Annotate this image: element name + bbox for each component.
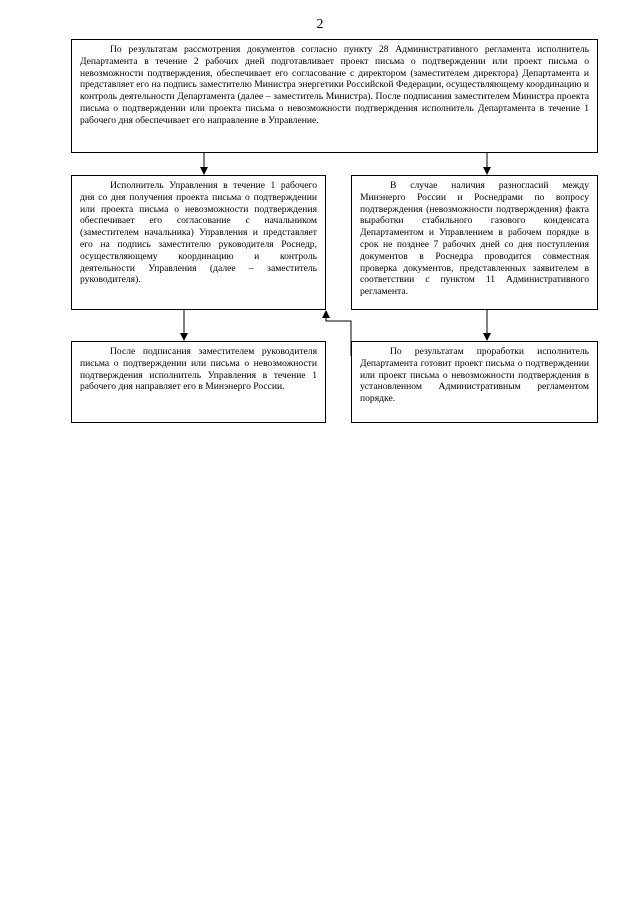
page-number: 2 bbox=[316, 17, 324, 32]
step-box-department-prepares-letter: По результатам проработки исполнитель Департамента готовит проект письма о подтверждении или проект письма о невозможности подтверждения в установленном Административным регламентом порядке. bbox=[351, 341, 598, 423]
step-box-directorate-approval: Исполнитель Управления в течение 1 рабочего дня со дня получения проекта письма о подтверждении или проекта письма о невозможности подтверждения обеспечивает его согласование с начальником (заместителем начальника) Управления и представляет его на подпись заместителю руководителя Роснедр, осуществляющему координацию и контроль деятельности Управления (далее – заместитель руководителя). bbox=[71, 175, 326, 310]
arrow-bottom-right-back-to-left bbox=[326, 311, 351, 356]
step-box-department-review: По результатам рассмотрения документов согласно пункту 28 Административного регламента исполнитель Департамента в течение 2 рабочих дней подготавливает проект письма о подтверждении или проект письма о невозможности подтверждения, обеспечивает его согласование с директором (заместителем директора) Департамента и представляет его на подпись заместителю Министра энергетики Российской Федерации, осуществляющему координацию и контроль деятельности Департамента (далее – заместитель Министра). После подписания заместителем Министра проекта письма о подтверждении или проекта письма о невозможности подтверждения исполнитель Департамента в течение 1 рабочего дня обеспечивает его направление в Управление. bbox=[71, 39, 598, 153]
step-box-send-to-ministry: После подписания заместителем руководителя письма о подтверждении или письма о невозможности подтверждения исполнитель Управления в течение 1 рабочего дня направляет его в Минэнерго России. bbox=[71, 341, 326, 423]
step-box-disagreement-check: В случае наличия разногласий между Минэнерго России и Роснедрами по вопросу подтверждения (невозможности подтверждения) факта выработки стабильного газового конденсата Департаментом и Управлением в рабочем порядке в срок не позднее 7 рабочих дней со дня поступления документов в Роснедра проводится совместная проверка документов, представленных заявителем в соответствии с пунктом 11 Административного регламента. bbox=[351, 175, 598, 310]
